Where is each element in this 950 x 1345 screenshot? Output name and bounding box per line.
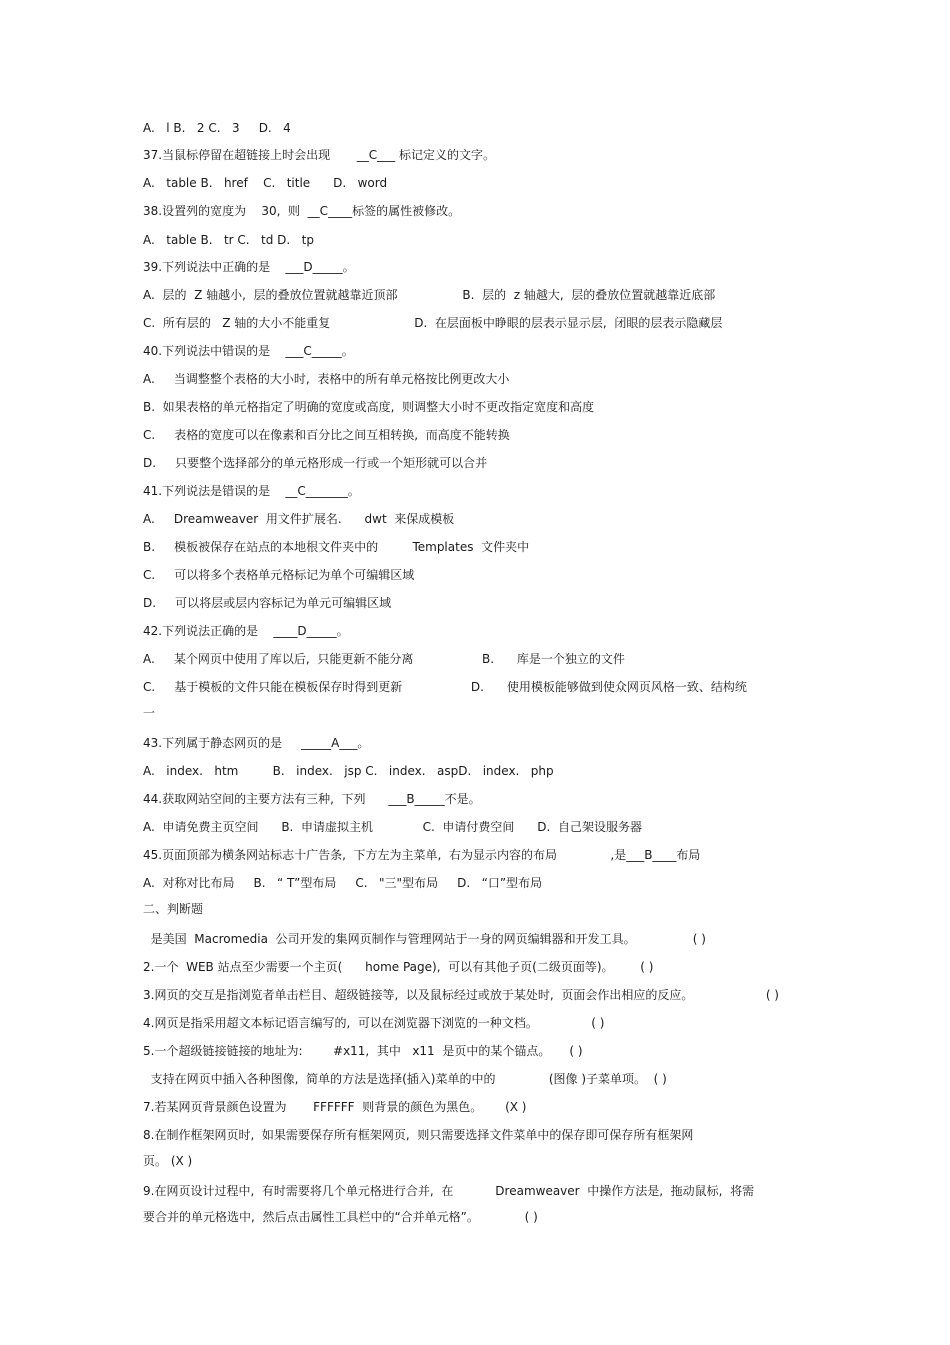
q38-question: 38.设置列的宽度为 30, 则 __C____标签的属性被修改。 <box>143 204 461 218</box>
q43-question: 43.下列属于静态网页的是 _____A___。 <box>143 736 370 750</box>
q38-options: A. table B. tr C. td D. tp <box>143 233 314 247</box>
q40-option-b: B. 如果表格的单元格指定了明确的宽度或高度, 则调整大小时不更改指定宽度和高度 <box>143 400 595 414</box>
tf-item-6: 支持在网页中插入各种图像, 简单的方法是选择(插入)菜单的中的 (图像 )子菜单项。 ( ) <box>143 1072 667 1086</box>
q40-option-c: C. 表格的宽度可以在像素和百分比之间互相转换, 而高度不能转换 <box>143 428 510 442</box>
tf-item-9: 9.在网页设计过程中, 有时需要将几个单元格进行合并, 在 Dreamweaver 中操作方法是, 拖动鼠标, 将需 <box>143 1184 755 1198</box>
q36-options: A. l B. 2 C. 3 D. 4 <box>143 121 291 135</box>
q45-options: A. 对称对比布局 B. “ T”型布局 C. "三"型布局 D. “口”型布局 <box>143 876 543 890</box>
q37-question: 37.当鼠标停留在超链接上时会出现 __C___ 标记定义的文字。 <box>143 148 495 162</box>
tf-item-5: 5.一个超级链接链接的地址为: #x11, 其中 x11 是页中的某个锚点。 ( ) <box>143 1044 583 1058</box>
q42-options-cd: C. 基于模板的文件只能在模板保存时得到更新 D. 使用模板能够做到使众网页风格一致、结构统 <box>143 680 747 694</box>
tf-item-3: 3.网页的交互是指浏览者单击栏目、超级链接等, 以及鼠标经过或放于某处时, 页面会作出相应的反应。 ( ) <box>143 988 779 1002</box>
tf-item-8: 8.在制作框架网页时, 如果需要保存所有框架网页, 则只需要选择文件菜单中的保存即可保存所有框架网 <box>143 1128 694 1142</box>
q39-options-ab: A. 层的 Z 轴越小, 层的叠放位置就越靠近顶部 B. 层的 z 轴越大, 层的叠放位置就越靠近底部 <box>143 288 716 302</box>
q39-options-cd: C. 所有层的 Z 轴的大小不能重复 D. 在层面板中睁眼的层表示显示层, 闭眼的层表示隐藏层 <box>143 316 723 330</box>
q37-options: A. table B. href C. title D. word <box>143 176 388 190</box>
section-heading-judgement: 二、判断题 <box>143 902 204 916</box>
tf-item-8-wrap: 页。 (X ) <box>143 1154 193 1168</box>
q41-option-b: B. 模板被保存在站点的本地根文件夹中的 Templates 文件夹中 <box>143 540 530 554</box>
tf-item-2: 2.一个 WEB 站点至少需要一个主页( home Page), 可以有其他子页(二级页面等)。 ( ) <box>143 960 654 974</box>
tf-item-1: 是美国 Macromedia 公司开发的集网页制作与管理网站于一身的网页编辑器和开发工具。 ( ) <box>143 932 706 946</box>
q40-question: 40.下列说法中错误的是 ___C_____。 <box>143 344 354 358</box>
tf-item-4: 4.网页是指采用超文本标记语言编写的, 可以在浏览器下浏览的一种文档。 ( ) <box>143 1016 605 1030</box>
q42-question: 42.下列说法正确的是 ____D_____。 <box>143 624 349 638</box>
q40-option-d: D. 只要整个选择部分的单元格形成一行或一个矩形就可以合并 <box>143 456 488 470</box>
tf-item-7: 7.若某网页背景颜色设置为 FFFFFF 则背景的颜色为黑色。 (X ) <box>143 1100 527 1114</box>
q41-question: 41.下列说法是错误的是 __C_______。 <box>143 484 360 498</box>
q40-option-a: A. 当调整整个表格的大小时, 表格中的所有单元格按比例更改大小 <box>143 372 510 386</box>
q44-options: A. 申请免费主页空间 B. 申请虚拟主机 C. 申请付费空间 D. 自己架设服务器 <box>143 820 642 834</box>
tf-item-9-wrap: 要合并的单元格选中, 然后点击属性工具栏中的“合并单元格”。 ( ) <box>143 1210 538 1224</box>
q41-option-c: C. 可以将多个表格单元格标记为单个可编辑区域 <box>143 568 415 582</box>
q45-question: 45.页面顶部为横条网站标志十广告条, 下方左为主菜单, 右为显示内容的布局 ,是___B____布局 <box>143 848 701 862</box>
q43-options: A. index. htm B. index. jsp C. index. aspD. index. php <box>143 764 554 778</box>
q44-question: 44.获取网站空间的主要方法有三种, 下列 ___B_____不是。 <box>143 792 481 806</box>
q41-option-a: A. Dreamweaver 用文件扩展名. dwt 来保成模板 <box>143 512 455 526</box>
q41-option-d: D. 可以将层或层内容标记为单元可编辑区域 <box>143 596 392 610</box>
q42-options-ab: A. 某个网页中使用了库以后, 只能更新不能分离 B. 库是一个独立的文件 <box>143 652 625 666</box>
q42-options-cd-wrap: 一 <box>143 706 156 720</box>
q39-question: 39.下列说法中正确的是 ___D_____。 <box>143 260 355 274</box>
